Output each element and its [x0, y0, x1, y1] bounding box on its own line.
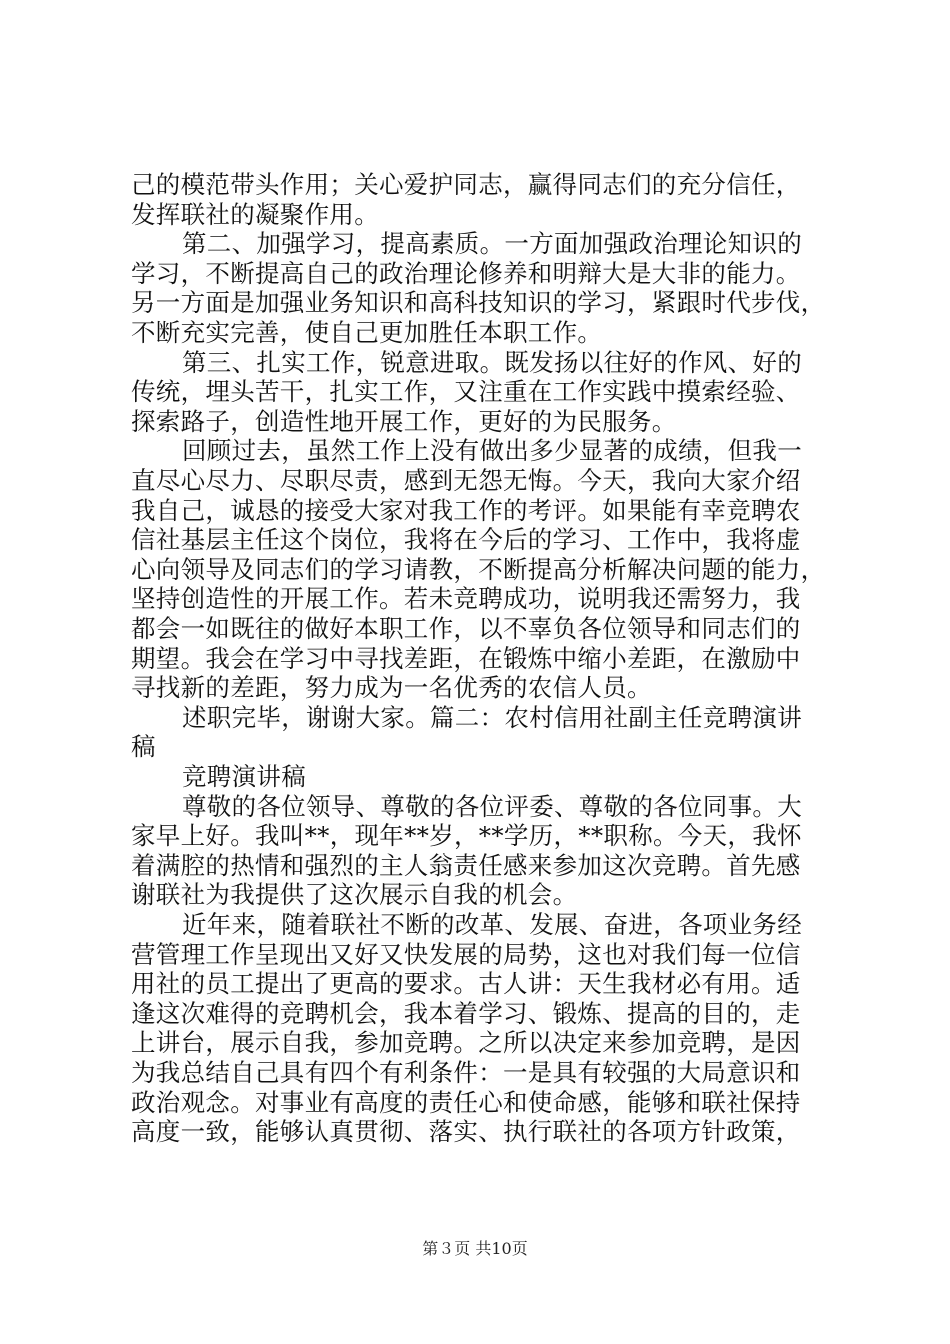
- text-line: 心向领导及同志们的学习请教，不断提高分析解决问题的能力，: [131, 554, 826, 584]
- text-line: 探索路子，创造性地开展工作，更好的为民服务。: [131, 406, 677, 436]
- text-line: 另一方面是加强业务知识和高科技知识的学习，紧跟时代步伐，: [131, 288, 826, 318]
- text-line: 直尽心尽力、尽职尽责，感到无怨无悔。今天，我向大家介绍: [131, 466, 801, 495]
- text-line: 上讲台，展示自我，参加竞聘。之所以决定来参加竞聘，是因: [131, 1028, 801, 1058]
- text-line: 政治观念。对事业有高度的责任心和使命感，能够和联社保持: [131, 1087, 801, 1117]
- text-line: 回顾过去，虽然工作上没有做出多少显著的成绩，但我一: [182, 436, 802, 466]
- text-line: 逢这次难得的竞聘机会，我本着学习、锻炼、提高的目的，走: [131, 998, 801, 1028]
- text-line: 用社的员工提出了更高的要求。古人讲：天生我材必有用。适: [131, 969, 801, 999]
- text-line: 学习，不断提高自己的政治理论修养和明辩大是大非的能力。: [131, 258, 801, 288]
- section-heading: 竞聘演讲稿: [182, 762, 306, 791]
- text-line: 近年来，随着联社不断的改革、发展、奋进，各项业务经: [182, 910, 802, 939]
- text-line: 都会一如既往的做好本职工作，以不辜负各位领导和同志们的: [131, 614, 801, 643]
- text-line: 第三、扎实工作，锐意进取。既发扬以往好的作风、好的: [182, 347, 802, 377]
- text-line: 不断充实完善，使自己更加胜任本职工作。: [131, 318, 603, 347]
- text-line: 着满腔的热情和强烈的主人翁责任感来参加这次竞聘。首先感: [131, 850, 801, 880]
- text-line: 期望。我会在学习中寻找差距，在锻炼中缩小差距，在激励中: [131, 643, 801, 673]
- page-number-footer: 第３页 共10页: [422, 1239, 528, 1258]
- text-line: 述职完毕，谢谢大家。篇二：农村信用社副主任竞聘演讲: [182, 702, 802, 732]
- text-line: 谢联社为我提供了这次展示自我的机会。: [131, 880, 578, 910]
- text-line: 营管理工作呈现出又好又快发展的局势，这也对我们每一位信: [131, 939, 801, 969]
- text-line: 高度一致，能够认真贯彻、落实、执行联社的各项方针政策，: [131, 1117, 801, 1147]
- text-line: 传统，埋头苦干，扎实工作，又注重在工作实践中摸索经验、: [131, 377, 801, 407]
- text-line: 坚持创造性的开展工作。若未竞聘成功，说明我还需努力，我: [131, 584, 801, 614]
- text-line: 尊敬的各位领导、尊敬的各位评委、尊敬的各位同事。大: [182, 791, 802, 821]
- text-line: 稿: [131, 732, 156, 762]
- text-line: 发挥联社的凝聚作用。: [131, 199, 379, 229]
- text-line: 为我总结自己具有四个有利条件：一是具有较强的大局意识和: [131, 1058, 801, 1087]
- text-line: 信社基层主任这个岗位，我将在今后的学习、工作中，我将虚: [131, 525, 801, 555]
- text-line: 寻找新的差距，努力成为一名优秀的农信人员。: [131, 673, 652, 703]
- text-line: 己的模范带头作用；关心爱护同志，赢得同志们的充分信任，: [131, 170, 801, 199]
- text-line: 第二、加强学习，提高素质。一方面加强政治理论知识的: [182, 229, 802, 259]
- text-line: 家早上好。我叫**，现年**岁，**学历，**职称。今天，我怀: [131, 821, 802, 851]
- text-line: 我自己，诚恳的接受大家对我工作的考评。如果能有幸竞聘农: [131, 495, 801, 525]
